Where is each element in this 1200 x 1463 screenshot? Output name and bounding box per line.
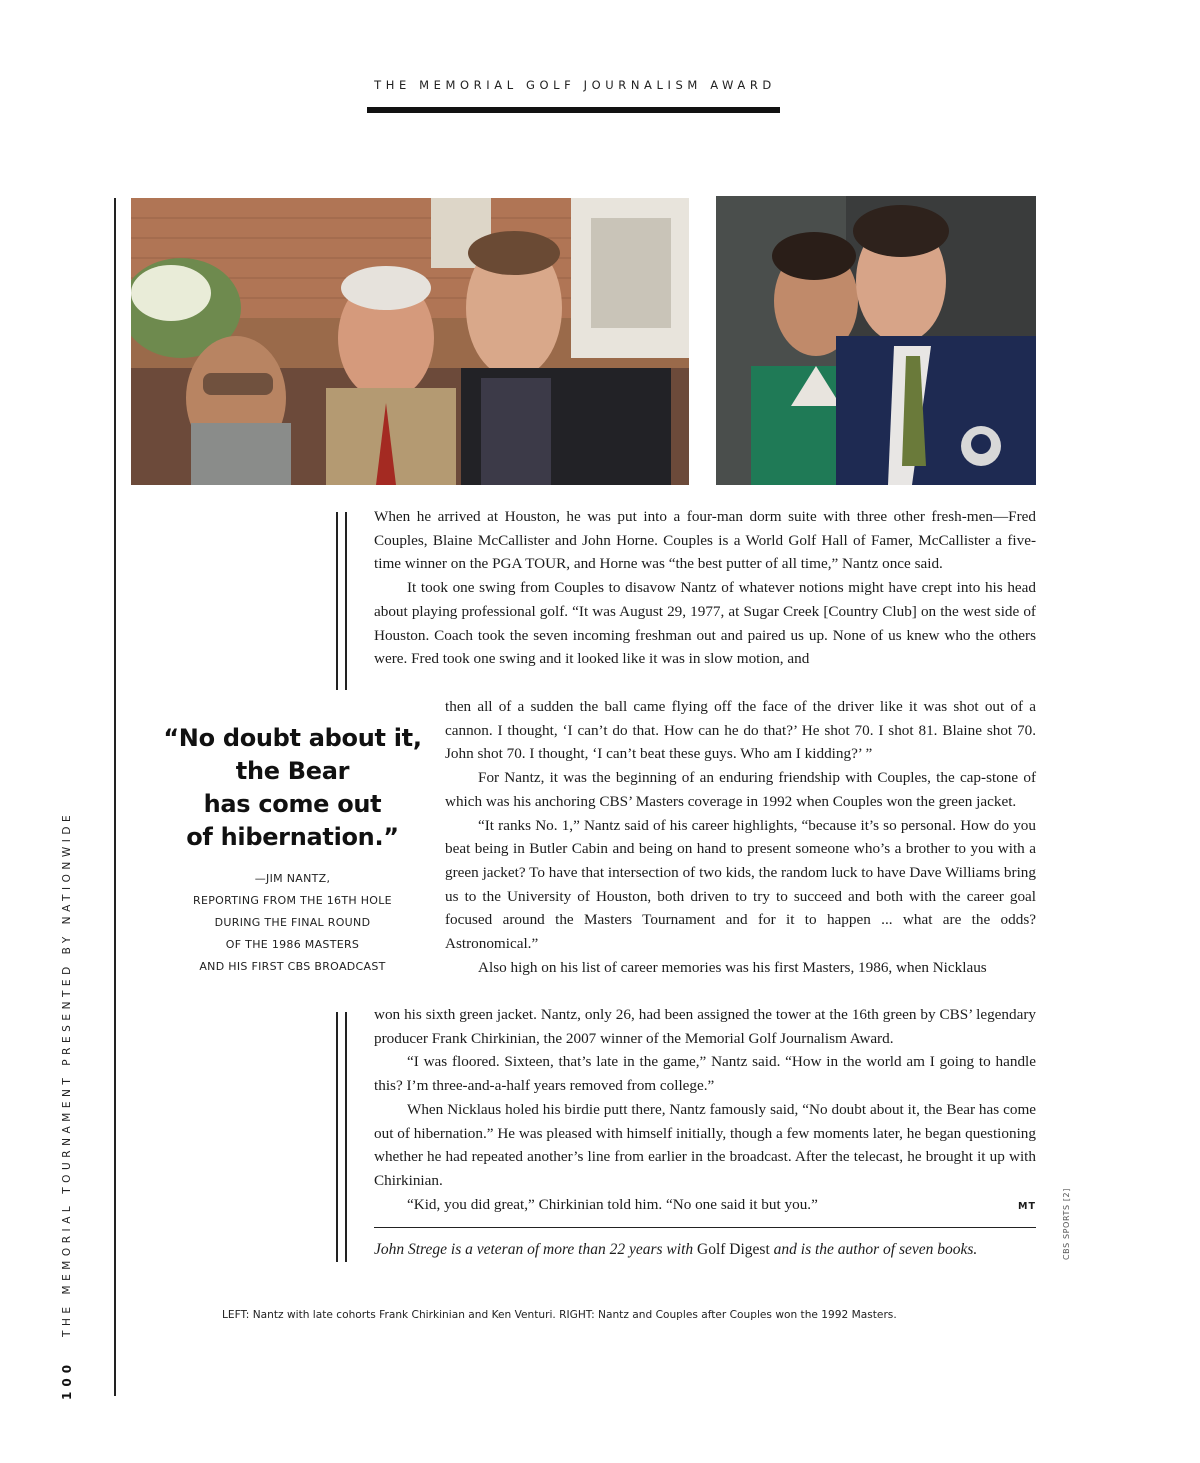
photo-right [716, 196, 1036, 485]
paragraph: It took one swing from Couples to disavow Nantz of whatever notions might have crept into his head about playing professional golf. “It was August 29, 1977, at Sugar Creek [Country Club] on the west side of Houston. Coach took the seven incoming freshman out and paired us up. None of us knew who the others were. Fred took one swing and it looked like it was in slow motion, and [374, 579, 1036, 668]
pull-quote [160, 722, 425, 854]
bio-publication: Golf Digest [697, 1241, 770, 1258]
bio-text: and is the author of seven books. [769, 1241, 978, 1258]
pull-quote-line: of hibernation.” [186, 823, 399, 851]
paragraph: “It ranks No. 1,” Nantz said of his career highlights, “because it’s so personal. How do you beat being in Butler Cabin and being on hand to present someone who’s a brother to you with a green jacket? To have that intersection of two kids, the random luck to have Dave Williams bring us to the University of Houston, both driven to try to succeed and both with the career goal focused around the Masters Tournament and for it to happen ... what are the odds? Astronomical.” [445, 816, 1036, 953]
paragraph: then all of a sudden the ball came flying off the face of the driver like it was shot out of a cannon. I thought, ‘I can’t do that. How can he do that?’ He shot 70. I shot 81. Blaine shot 70. John shot 70. I thought, ‘I can’t beat these guys. Who am I kidding?’ ” [445, 698, 1036, 763]
attribution-line: —JIM NANTZ, [254, 872, 331, 885]
bio-text: John Strege is a veteran of more than 22 years with [374, 1241, 698, 1258]
paragraph: When he arrived at Houston, he was put into a four-man dorm suite with three other fresh-men—Fred Couples, Blaine McCallister and John Horne. Couples is a World Golf Hall of Famer, McCallister a five-time winner on the PGA TOUR, and Horne was “the best putter of all time,” Nantz once said. [374, 508, 1036, 573]
paragraph: For Nantz, it was the beginning of an enduring friendship with Couples, the cap-stone of which was his anchoring CBS’ Masters coverage in 1992 when Couples won the green jacket. [445, 769, 1036, 810]
header-rule [367, 107, 780, 113]
paragraph: “I was floored. Sixteen, that’s late in the game,” Nantz said. “How in the world am I going to handle this? I’m three-and-a-half years removed from college.” [374, 1053, 1036, 1095]
photo-left [131, 198, 689, 485]
pull-quote-line: has come out [203, 790, 382, 818]
text-rule-3 [336, 1012, 338, 1262]
header-title: THE MEMORIAL GOLF JOURNALISM AWARD [374, 78, 776, 92]
photo-caption: LEFT: Nantz with late cohorts Frank Chirkinian and Ken Venturi. RIGHT: Nantz and Couples after Couples won the 1992 Masters. [222, 1309, 897, 1321]
photo-credit: CBS SPORTS [2] [1062, 1188, 1071, 1260]
paragraph: “Kid, you did great,” Chirkinian told him. “No one said it but you.” [407, 1195, 818, 1213]
paragraph: When Nicklaus holed his birdie putt there, Nantz famously said, “No doubt about it, the Bear has come out of hibernation.” He was pleased with himself initially, though a few moments later, he began questioning whether he had repeated another’s line from earlier in the broadcast. After the telecast, he brought it up with Chirkinian. [374, 1100, 1036, 1189]
article-body-mid [445, 695, 1036, 979]
pull-quote-line: “No doubt about it, [163, 724, 422, 752]
end-mark: MT [1018, 1201, 1036, 1212]
bio-rule [374, 1227, 1036, 1228]
paragraph: won his sixth green jacket. Nantz, only 26, had been assigned the tower at the 16th green by CBS’ legendary producer Frank Chirkinian, the 2007 winner of the Memorial Golf Journalism Award. [374, 1006, 1036, 1047]
article-body-bottom [374, 1003, 1036, 1216]
text-rule-2 [345, 512, 347, 690]
pull-quote-attribution [160, 868, 425, 978]
attribution-line: OF THE 1986 MASTERS [225, 938, 360, 951]
running-head: THE MEMORIAL TOURNAMENT PRESENTED BY NATIONWIDE [61, 810, 73, 1337]
attribution-line: REPORTING FROM THE 16TH HOLE [193, 894, 392, 907]
attribution-line: DURING THE FINAL ROUND [214, 916, 371, 929]
text-rule-4 [345, 1012, 347, 1262]
text-rule-1 [336, 512, 338, 690]
paragraph: Also high on his list of career memories was his first Masters, 1986, when Nicklaus [478, 958, 987, 976]
author-bio [374, 1241, 1044, 1259]
pull-quote-line: the Bear [235, 757, 350, 785]
page-number: 100 [60, 1359, 74, 1400]
margin-rule [114, 198, 116, 1396]
article-body-top [374, 505, 1036, 671]
attribution-line: AND HIS FIRST CBS BROADCAST [199, 960, 386, 973]
